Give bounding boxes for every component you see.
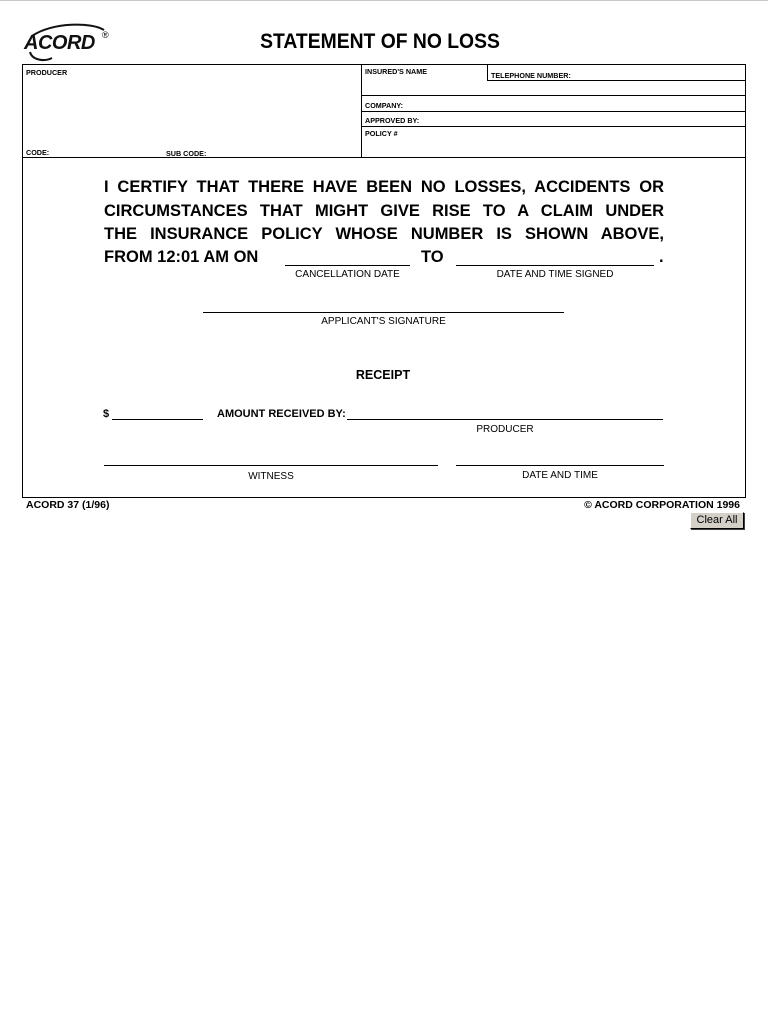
- row-line-3: [361, 126, 746, 127]
- cert-line-3: THE INSURANCE POLICY WHOSE NUMBER IS SHOWN ABOVE,: [104, 225, 664, 243]
- acord-logo: [22, 22, 114, 64]
- date-time-signed-field[interactable]: [456, 250, 654, 265]
- copyright: © ACORD CORPORATION 1996: [584, 499, 740, 511]
- approved-by-field[interactable]: [425, 112, 745, 125]
- policy-number-field[interactable]: [363, 138, 745, 156]
- producer-label: PRODUCER: [26, 68, 68, 77]
- telephone-field[interactable]: [575, 66, 745, 79]
- company-field[interactable]: [405, 97, 745, 110]
- cert-line-1: I CERTIFY THAT THERE HAVE BEEN NO LOSSES, ACCIDENTS OR: [104, 178, 664, 196]
- from-text: FROM 12:01 AM ON: [104, 248, 259, 266]
- amount-line: [112, 419, 203, 420]
- date-and-time-field[interactable]: [456, 448, 664, 465]
- date-time-signed-caption: DATE AND TIME SIGNED: [496, 269, 614, 280]
- date-and-time-caption: DATE AND TIME: [522, 470, 598, 481]
- witness-line: [104, 465, 438, 466]
- to-text: TO: [421, 248, 444, 266]
- witness-field[interactable]: [104, 448, 438, 465]
- period: .: [659, 248, 664, 266]
- certification-text: [104, 176, 664, 247]
- insured-name-continued-field[interactable]: [363, 82, 745, 94]
- form-id: ACORD 37 (1/96): [26, 499, 110, 511]
- witness-caption: WITNESS: [248, 471, 294, 482]
- policy-number-label: POLICY #: [365, 129, 398, 138]
- applicant-signature-caption: APPLICANT'S SIGNATURE: [321, 316, 446, 327]
- date-time-signed-line: [456, 265, 654, 266]
- telephone-label: TELEPHONE NUMBER:: [491, 71, 571, 80]
- cancellation-date-field[interactable]: [285, 250, 410, 265]
- insureds-name-label: INSURED'S NAME: [365, 67, 428, 76]
- received-by-line: [347, 419, 663, 420]
- applicant-signature-line: [203, 312, 564, 313]
- company-label: COMPANY:: [365, 101, 404, 110]
- clear-all-button[interactable]: Clear All: [690, 512, 744, 529]
- cert-line-2: CIRCUMSTANCES THAT MIGHT GIVE RISE TO A CLAIM UNDER: [104, 201, 664, 220]
- sub-code-label: SUB CODE:: [166, 149, 207, 158]
- producer-field[interactable]: [24, 78, 358, 144]
- top-edge-line: [0, 0, 768, 1]
- amount-received-by-label: AMOUNT RECEIVED BY:: [217, 408, 346, 420]
- approved-by-label: APPROVED BY:: [365, 116, 420, 125]
- cancellation-date-caption: CANCELLATION DATE: [295, 269, 400, 280]
- cancellation-date-line: [285, 265, 410, 266]
- dollar-sign: $: [103, 408, 110, 420]
- code-field[interactable]: [52, 146, 160, 156]
- phone-underline: [487, 80, 746, 81]
- producer-caption: PRODUCER: [476, 424, 534, 435]
- registered-mark: ®: [102, 30, 109, 40]
- row-line-1: [361, 95, 746, 96]
- phone-divider: [487, 64, 488, 80]
- received-by-field[interactable]: [347, 405, 663, 419]
- receipt-heading: RECEIPT: [355, 368, 411, 382]
- acord-logo-text: ACORD: [24, 32, 95, 54]
- page-title: STATEMENT OF NO LOSS: [260, 30, 500, 53]
- code-label: CODE:: [26, 148, 50, 157]
- sub-code-field[interactable]: [212, 146, 357, 156]
- applicant-signature-field[interactable]: [203, 292, 564, 312]
- date-and-time-line: [456, 465, 664, 466]
- amount-field[interactable]: [112, 405, 203, 419]
